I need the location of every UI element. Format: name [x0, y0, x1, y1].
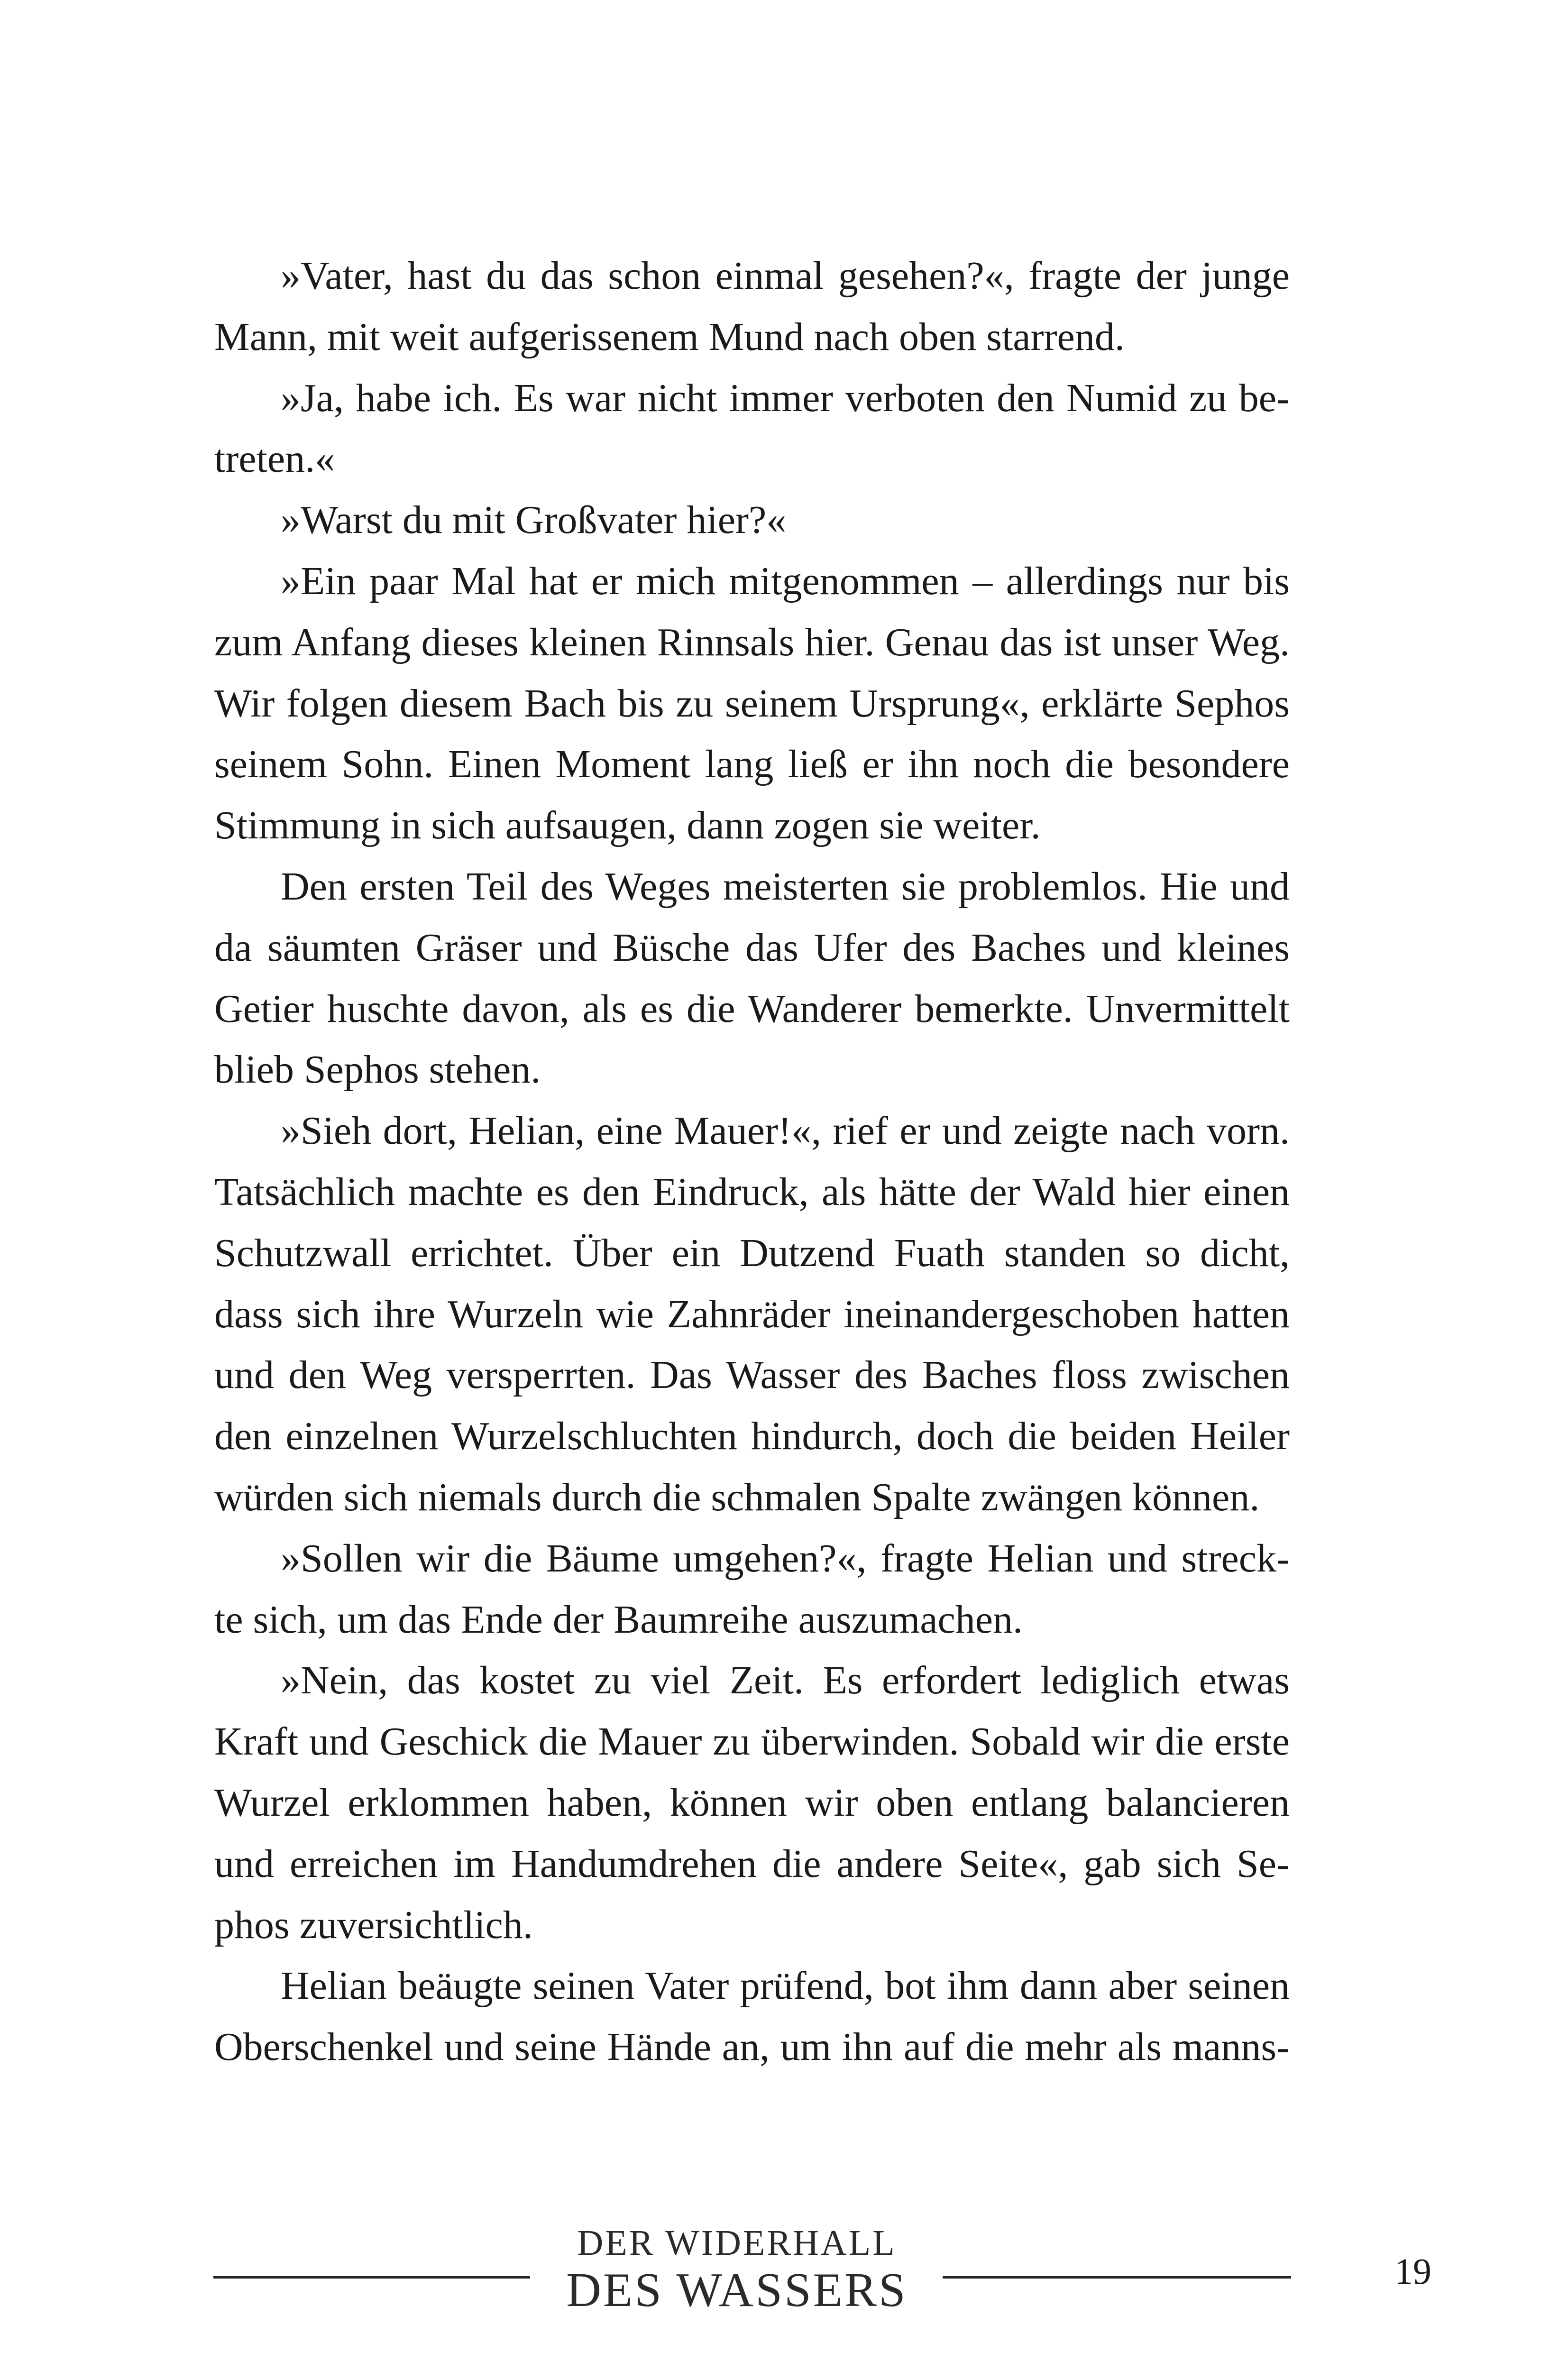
text-line: Stimmung in sich aufsaugen, dann zogen sie weiter. — [214, 803, 1041, 848]
body-text — [214, 246, 1290, 2078]
text-line: phos zuversichtlich. — [214, 1902, 533, 1947]
footer-rule-left — [213, 2276, 530, 2279]
text-line: Schutzwall errichtet. Über ein Dutzend Fuath standen so dicht, — [214, 1231, 1290, 1275]
text-line: te sich, um das Ende der Baumreihe auszumachen. — [214, 1597, 1023, 1642]
footer-book-title-line1: DER WIDERHALL — [577, 2223, 897, 2263]
text-line: Den ersten Teil des Weges meisterten sie problemlos. Hie und — [281, 864, 1290, 909]
text-line: »Warst du mit Großvater hier?« — [281, 498, 787, 542]
text-line: blieb Sephos stehen. — [214, 1048, 541, 1092]
text-line: dass sich ihre Wurzeln wie Zahnräder ineinandergeschoben hatten — [214, 1292, 1290, 1336]
text-line: Wurzel erklommen haben, können wir oben entlang balancieren — [214, 1780, 1290, 1825]
text-line: würden sich niemals durch die schmalen Spalte zwängen können. — [214, 1475, 1260, 1519]
text-line: Mann, mit weit aufgerissenem Mund nach oben starrend. — [214, 314, 1125, 359]
footer-rule-right — [943, 2276, 1291, 2279]
text-line: und den Weg versperrten. Das Wasser des Baches floss zwischen — [214, 1353, 1290, 1397]
text-line: den einzelnen Wurzelschluchten hindurch, doch die beiden Heiler — [214, 1414, 1290, 1459]
text-line: »Sollen wir die Bäume umgehen?«, fragte Helian und streck- — [281, 1536, 1290, 1581]
text-line: »Sieh dort, Helian, eine Mauer!«, rief er und zeigte nach vorn. — [281, 1109, 1290, 1153]
text-line: Tatsächlich machte es den Eindruck, als hätte der Wald hier einen — [214, 1169, 1290, 1214]
text-line: »Ja, habe ich. Es war nicht immer verboten den Numid zu be- — [281, 376, 1290, 420]
text-line: seinem Sohn. Einen Moment lang ließ er ihn noch die besondere — [214, 742, 1290, 787]
text-line: Helian beäugte seinen Vater prüfend, bot ihm dann aber seinen — [281, 1964, 1290, 2008]
page-number: 19 — [1394, 2251, 1431, 2292]
text-line: und erreichen im Handumdrehen die andere Seite«, gab sich Se- — [214, 1841, 1290, 1886]
text-line: Oberschenkel und seine Hände an, um ihn auf die mehr als manns- — [214, 2025, 1290, 2069]
text-line: »Vater, hast du das schon einmal gesehen?«, fragte der junge — [281, 254, 1290, 298]
text-line: »Ein paar Mal hat er mich mitgenommen – allerdings nur bis — [281, 559, 1290, 603]
text-line: Getier huschte davon, als es die Wanderer bemerkte. Unvermittelt — [214, 986, 1290, 1031]
text-line: »Nein, das kostet zu viel Zeit. Es erfordert lediglich etwas — [281, 1658, 1290, 1703]
text-line: treten.« — [214, 437, 335, 481]
text-line: da säumten Gräser und Büsche das Ufer des Baches und kleines — [214, 925, 1290, 970]
text-line: Wir folgen diesem Bach bis zu seinem Ursprung«, erklärte Sephos — [214, 681, 1290, 726]
text-line: zum Anfang dieses kleinen Rinnsals hier. Genau das ist unser Weg. — [214, 620, 1290, 664]
text-line: Kraft und Geschick die Mauer zu überwinden. Sobald wir die erste — [214, 1719, 1290, 1764]
footer-book-title-line2: DES WASSERS — [566, 2263, 908, 2317]
